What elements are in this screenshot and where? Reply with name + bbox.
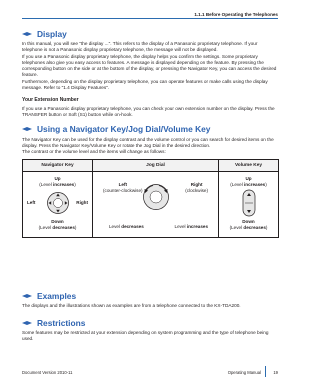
jog-level-decreases: Level decreases: [109, 224, 144, 229]
volume-key-icon: [241, 189, 257, 217]
nav-right-label: Right: [76, 200, 88, 205]
key-table-header-row: [23, 160, 279, 172]
footer-page-number: 19: [273, 370, 278, 375]
section-title: Examples: [37, 291, 77, 301]
section-restrictions-heading: [22, 318, 85, 328]
key-table: [22, 159, 279, 238]
col-header-navigator-key: Navigator Key: [23, 160, 93, 172]
nav-up-label: [23, 176, 92, 187]
display-para-2: If you use a Panasonic display proprietary telephone, the display helps you confirm the settings. Some proprietary telephones also give you easy access to features. A message is displayed depending on the feature. By pressing the corresponding button on the side or at the bottom of the display, or pressing the Navigator Key, you can access the desired feature.: [22, 54, 277, 78]
display-para-1: In this manual, you will see "the display ...". This refers to the display of a Panasonic proprietary telephone. If your telephone is not a Panasonic display proprietary telephone, the message will not be displayed.: [22, 41, 258, 53]
jog-level-increases: Level increases: [174, 224, 208, 229]
display-para-3: Furthermore, depending on the display proprietary telephone, you can operate features or make calls using the display message. Refer to "1.4 Display Features".: [22, 79, 268, 91]
section-examples-heading: [22, 291, 76, 301]
header-section-ref: 1.1.1 Before Operating the Telephones: [194, 12, 278, 17]
nav-left-label: Left: [27, 200, 36, 205]
navigator-key-cell: [23, 172, 93, 238]
jog-dial-icon: [141, 182, 171, 212]
footer-manual-page: [228, 370, 278, 375]
examples-para: The displays and the illustrations shown as examples are from a telephone connected to the KX-TDA200.: [22, 303, 241, 308]
jog-dial-cell: [93, 172, 219, 238]
navigator-para-2: The contrast or the volume level and the items will change as follows:: [22, 149, 166, 154]
footer-version: Document Version 2010-11: [22, 370, 73, 375]
section-title: Restrictions: [37, 318, 86, 328]
section-display-heading: [22, 29, 67, 39]
nav-up-sub: (Level increases): [39, 181, 76, 187]
navigator-key-icon: [46, 191, 70, 215]
vol-up-label: Up (Level increases): [230, 176, 267, 187]
footer-manual: Operating Manual: [227, 370, 261, 375]
col-header-jog-dial: Jog Dial: [93, 160, 219, 172]
extension-para: If you use a Panasonic display proprietary telephone, you can check your own extension number on the display. Press the TRANSFER button or Soft (S1) button while on-hook.: [22, 106, 275, 118]
nav-down-sub: (Level decreases): [38, 224, 77, 230]
jog-left-label: Left (counter-clockwise): [103, 182, 143, 193]
section-arrows-icon: [22, 320, 34, 327]
header-rule: [22, 18, 278, 19]
key-table-row: [23, 172, 279, 238]
section-arrows-icon: [22, 126, 34, 133]
nav-down-label: [23, 219, 92, 230]
section-title: Display: [37, 29, 67, 39]
navigator-para-1: The Navigator Key can be used for the display contrast and the volume control or you can search for desired items on the display. Press the Navigator Key/Volume Key or rotate the Jog Dial in the desired direction.: [22, 137, 274, 149]
jog-right-label: Right (clockwise): [185, 182, 208, 193]
vol-down-label: Down (Level decreases): [229, 219, 268, 230]
section-navigator-heading: [22, 124, 210, 134]
section-arrows-icon: [22, 31, 34, 38]
volume-key-cell: [219, 172, 279, 238]
restrictions-para: Some features may be restricted at your extension depending on system programming and the type of telephone being used.: [22, 330, 269, 342]
section-arrows-icon: [22, 293, 34, 300]
extension-subheading: Your Extension Number: [22, 97, 79, 103]
nav-up-text: Up: [54, 176, 61, 181]
col-header-volume-key: Volume Key: [219, 160, 279, 172]
nav-down-text: Down: [51, 219, 64, 224]
section-title: Using a Navigator Key/Jog Dial/Volume Key: [37, 124, 211, 134]
